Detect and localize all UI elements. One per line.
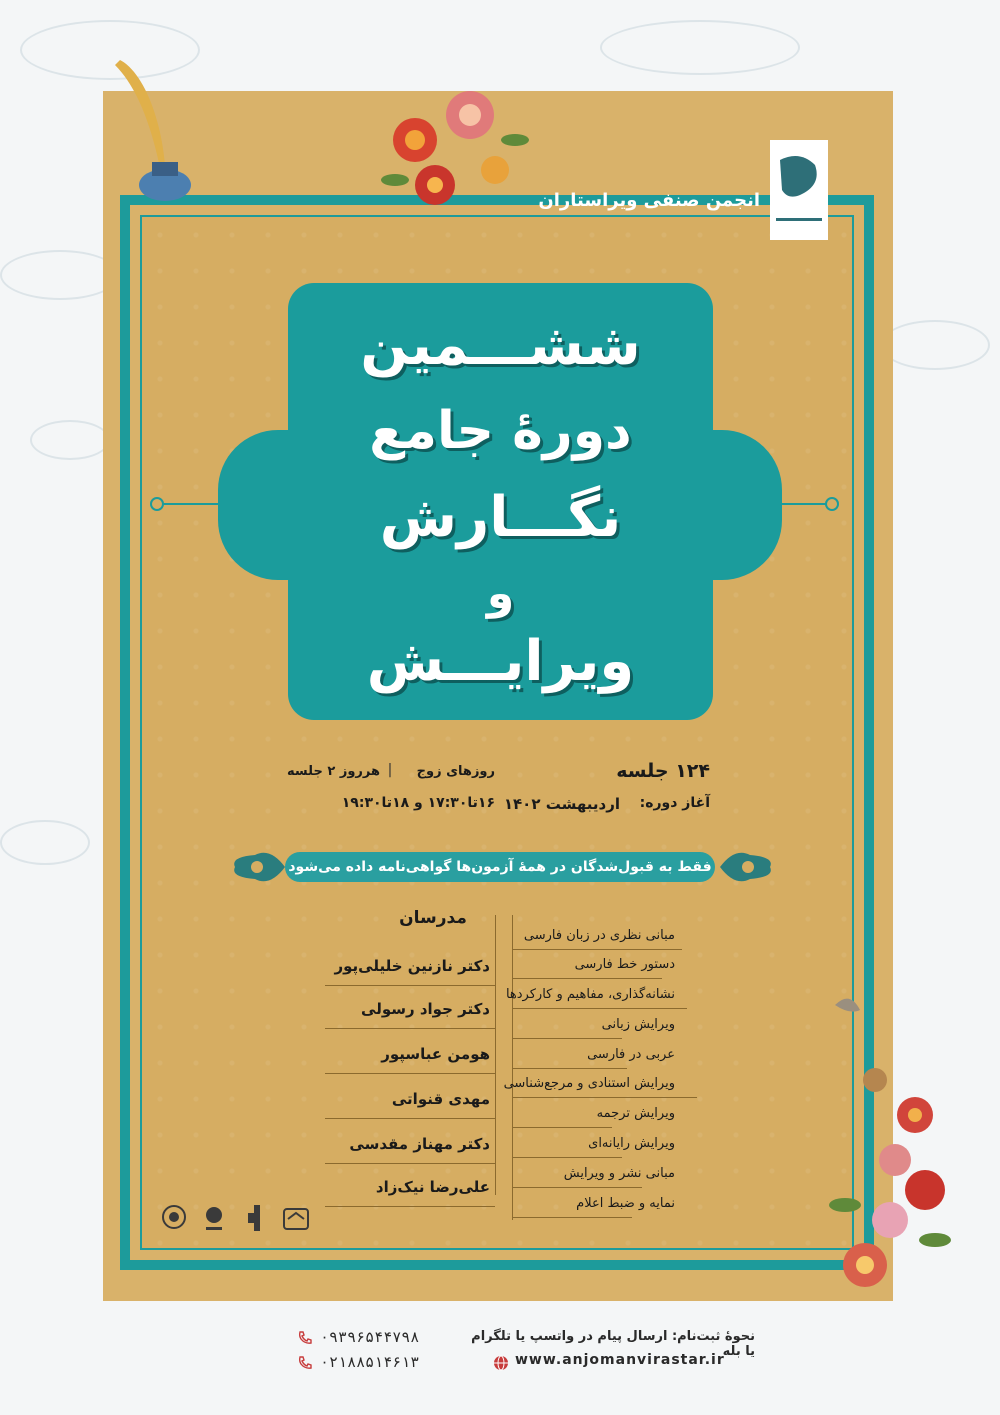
- days-label: روزهای زوج: [416, 764, 495, 779]
- topic-underline: [512, 949, 682, 950]
- cloud-decoration: [880, 320, 990, 370]
- topic-underline: [512, 978, 662, 979]
- certificate-banner: فقط به قبول‌شدگان در همهٔ آزمون‌ها گواهی‌نامه داده می‌شود: [285, 852, 715, 882]
- topic-underline: [512, 1038, 622, 1039]
- phone-icon: [297, 1330, 313, 1346]
- topic-item: دستور خط فارسی: [574, 957, 675, 972]
- teacher-item: دکتر جواد رسولی: [361, 1000, 490, 1018]
- registration-text: نحوهٔ ثبت‌نام: ارسال پیام در واتسپ یا تلگرام یا بله: [471, 1329, 755, 1359]
- teacher-underline: [325, 985, 495, 986]
- teacher-underline: [325, 1206, 495, 1207]
- title-line-2: دورهٔ جامع: [369, 401, 632, 461]
- topic-underline: [512, 1217, 632, 1218]
- title-line-5: ویرایـــش: [366, 629, 635, 694]
- topic-item: مبانی نظری در زبان فارسی: [523, 928, 675, 943]
- teacher-underline: [325, 1028, 495, 1029]
- per-day-label: هرروز ۲ جلسه: [287, 764, 380, 779]
- cloud-decoration: [0, 820, 90, 865]
- flower-bouquet-icon: [375, 80, 535, 220]
- cartouche-left-dot: [150, 497, 164, 511]
- topic-underline: [512, 1068, 627, 1069]
- title-line-4: و: [486, 568, 515, 619]
- topic-item: مبانی نشر و ویرایش: [563, 1166, 675, 1181]
- topic-underline: [512, 1097, 697, 1098]
- teacher-item: هومن عباسپور: [381, 1045, 490, 1063]
- session-times: ۱۶تا۱۷:۳۰ و ۱۸تا۱۹:۳۰: [341, 795, 495, 811]
- topic-item: نشانه‌گذاری، مفاهیم و کارکردها: [505, 987, 675, 1002]
- cartouche-right-dot: [825, 497, 839, 511]
- website-link[interactable]: www.anjomanvirastar.ir: [515, 1352, 725, 1368]
- topic-item: ویرایش رایانه‌ای: [588, 1136, 675, 1151]
- topic-underline: [512, 1187, 642, 1188]
- title-line-3: نگـــارش: [379, 485, 622, 550]
- topic-item: ویرایش زبانی: [601, 1017, 675, 1032]
- teacher-underline: [325, 1118, 495, 1119]
- topic-item: عربی در فارسی: [587, 1047, 675, 1062]
- cloud-decoration: [600, 20, 800, 75]
- banner-ornament-left-icon: [230, 847, 285, 887]
- start-label: آغاز دوره:: [639, 795, 710, 811]
- topic-item: ویرایش ترجمه: [596, 1106, 675, 1121]
- session-count: ۱۲۴ جلسه: [616, 760, 710, 782]
- banner-ornament-right-icon: [720, 847, 775, 887]
- teacher-item: دکتر مهناز مقدسی: [349, 1135, 490, 1153]
- topic-underline: [512, 1008, 687, 1009]
- cloud-decoration: [30, 420, 110, 460]
- topic-item: ویرایش استنادی و مرجع‌شناسی: [503, 1076, 675, 1091]
- teacher-item: علی‌رضا نیک‌زاد: [375, 1178, 490, 1196]
- schedule-separator: |: [387, 762, 393, 778]
- cloud-decoration: [0, 250, 120, 300]
- association-logo-icon: [770, 140, 828, 240]
- topic-item: نمایه و ضبط اعلام: [576, 1196, 675, 1211]
- teacher-underline: [325, 1073, 495, 1074]
- association-name: انجمن صنفی ویراستاران: [538, 190, 760, 211]
- sponsor-logo-icon: [244, 1203, 272, 1237]
- teacher-item: مهدی قنواتی: [391, 1090, 490, 1108]
- phone-mobile[interactable]: ۰۹۳۹۶۵۴۴۷۹۸: [320, 1328, 420, 1346]
- title-line-1: ششـــمین: [360, 313, 641, 378]
- phone-icon: [297, 1355, 313, 1371]
- flowers-bird-icon: [805, 985, 965, 1305]
- topic-underline: [512, 1157, 622, 1158]
- sponsor-logo-icon: [160, 1203, 188, 1237]
- sponsor-logo-icon: [200, 1203, 228, 1237]
- sponsor-logo-icon: [282, 1203, 310, 1237]
- teacher-item: دکتر نازنین خلیلی‌پور: [334, 957, 490, 975]
- teachers-heading: مدرسان: [399, 908, 467, 928]
- inkwell-quill-icon: [100, 50, 210, 205]
- phone-office[interactable]: ۰۲۱۸۸۵۱۴۶۱۳: [320, 1353, 420, 1371]
- topic-underline: [512, 1127, 612, 1128]
- start-value: اردیبهشت ۱۴۰۲: [503, 795, 620, 813]
- globe-icon: [493, 1355, 509, 1371]
- teacher-underline: [325, 1163, 495, 1164]
